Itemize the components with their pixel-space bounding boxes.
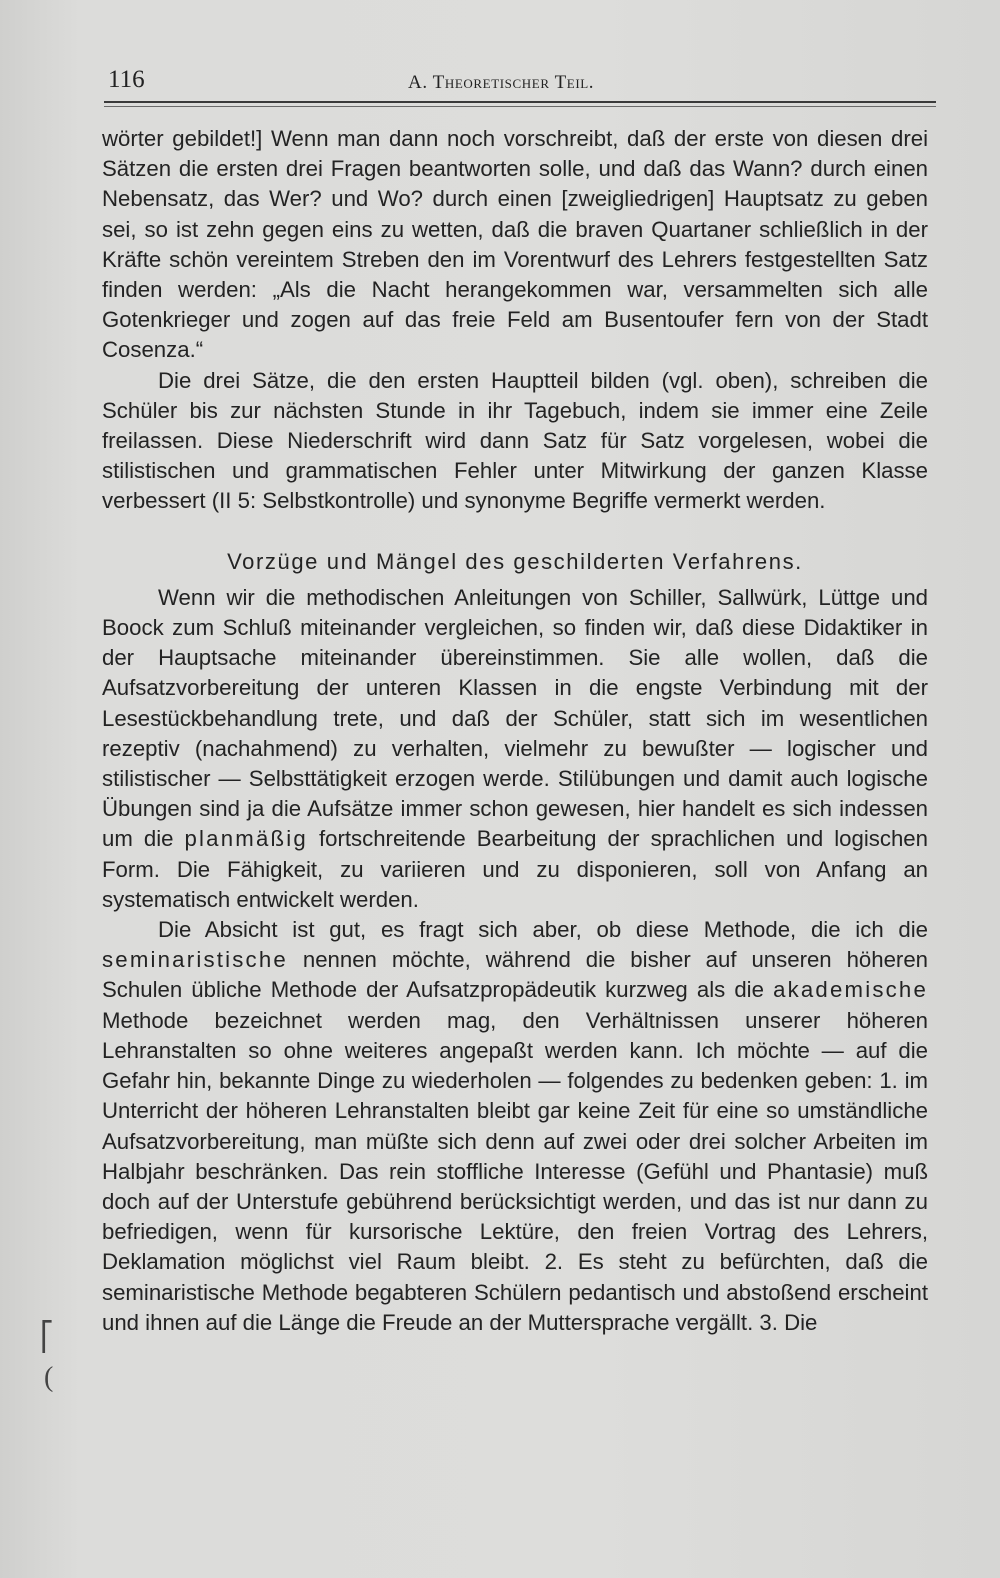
section-heading: Vorzüge und Mängel des geschilderten Verfahrens. (227, 548, 803, 574)
body-text (102, 124, 928, 1338)
running-head: A. Theoretischer Teil. (408, 72, 595, 93)
page-header (108, 62, 934, 98)
text-run: Die Absicht ist gut, es fragt sich aber, ob diese Methode, die ich die (158, 917, 928, 943)
margin-pencil-mark: ⎡ (40, 1322, 54, 1353)
text-run: fortschreitende Bearbeitung der sprachlichen und logischen Form. Die Fähigkeit, zu variieren und zu disponieren, soll von Anfang an systematisch entwickelt werden. (102, 826, 928, 912)
text-run: Methode bezeichnet werden mag, den Verhältnissen unserer höheren Lehranstalten so ohne weiteres angepaßt werden kann. Ich möchte — auf die Gefahr hin, bekannte Dinge zu wiederholen — folgendes zu bedenken geben: 1. im Unterricht der höheren Lehranstalten bleibt gar keine Zeit für eine so umständliche Aufsatzvorbereitung, man müßte sich denn auf zwei oder drei solcher Arbeiten im Halbjahr beschränken. Das rein stoffliche Interesse (Gefühl und Phantasie) muß doch auf der Unterstufe gebührend berücksichtigt werden, und das ist nur dann zu befriedigen, wenn für kursorische Lektüre, den freien Vortrag des Lehrers, Deklamation möglichst viel Raum bleibt. 2. Es steht zu befürchten, daß die seminaristische Methode begabteren Schülern pedantisch und abstoßend erscheint und ihnen auf die Länge die Freude an der Muttersprache vergällt. 3. Die (102, 1007, 928, 1335)
paragraph: Die drei Sätze, die den ersten Hauptteil bilden (vgl. oben), schreiben die Schüler bis zur nächsten Stunde in ihr Tagebuch, indem sie immer eine Zeile freilassen. Diese Niederschrift wird dann Satz für Satz vorgelesen, wobei die stilistischen und grammatischen Fehler unter Mitwirkung der ganzen Klasse verbessert (II 5: Selbstkontrolle) und synonyme Begriffe vermerkt werden. (102, 367, 928, 514)
text-run: Wenn wir die methodischen Anleitungen von Schiller, Sallwürk, Lüttge und Boock zum Schluß miteinander vergleichen, so finden wir, daß diese Didaktiker in der Hauptsache miteinander übereinstimmen. Sie alle wollen, daß die Aufsatzvorbereitung der unteren Klassen in die engste Verbindung mit der Lesestückbehandlung trete, und daß der Schüler, statt sich im wesentlichen rezeptiv (nachahmend) zu verhalten, vielmehr zu bewußter — logischer und stilistischer — Selbsttätigkeit erzogen werde. Stilübungen und damit auch logische Übungen sind ja die Aufsätze immer schon gewesen, hier handelt es sich indessen um die (102, 584, 928, 852)
page-number: 116 (108, 66, 145, 93)
emphasized-text: akademische (773, 977, 928, 1003)
margin-pencil-mark: ( (44, 1362, 54, 1393)
paragraph-continued: wörter gebildet!] Wenn man dann noch vorschreibt, daß der erste von diesen drei Sätzen die ersten drei Fragen beantworten solle, und daß das Wann? durch einen Nebensatz, das Wer? und Wo? durch einen [zweigliedrigen] Hauptsatz zu geben sei, so ist zehn gegen eins zu wetten, daß die braven Quartaner schließlich in der Kräfte schön vereintem Streben den im Vorentwurf des Lehrers festgestellten Satz finden werden: „Als die Nacht herangekommen war, versammelten sich alle Gotenkrieger und zogen auf das freie Feld am Busentoufer fern von der Stadt Cosenza.“ (102, 126, 928, 363)
emphasized-text: planmäßig (184, 826, 308, 852)
emphasized-text: seminaristische (102, 947, 288, 973)
paragraph (102, 583, 928, 915)
text-run: nennen möchte, während die bisher auf unseren höheren Schulen übliche Methode der Aufsatzpropädeutik kurzweg als die (102, 947, 928, 1003)
header-rule-thin (104, 106, 936, 107)
paragraph (102, 915, 928, 1338)
header-rule (104, 101, 936, 103)
